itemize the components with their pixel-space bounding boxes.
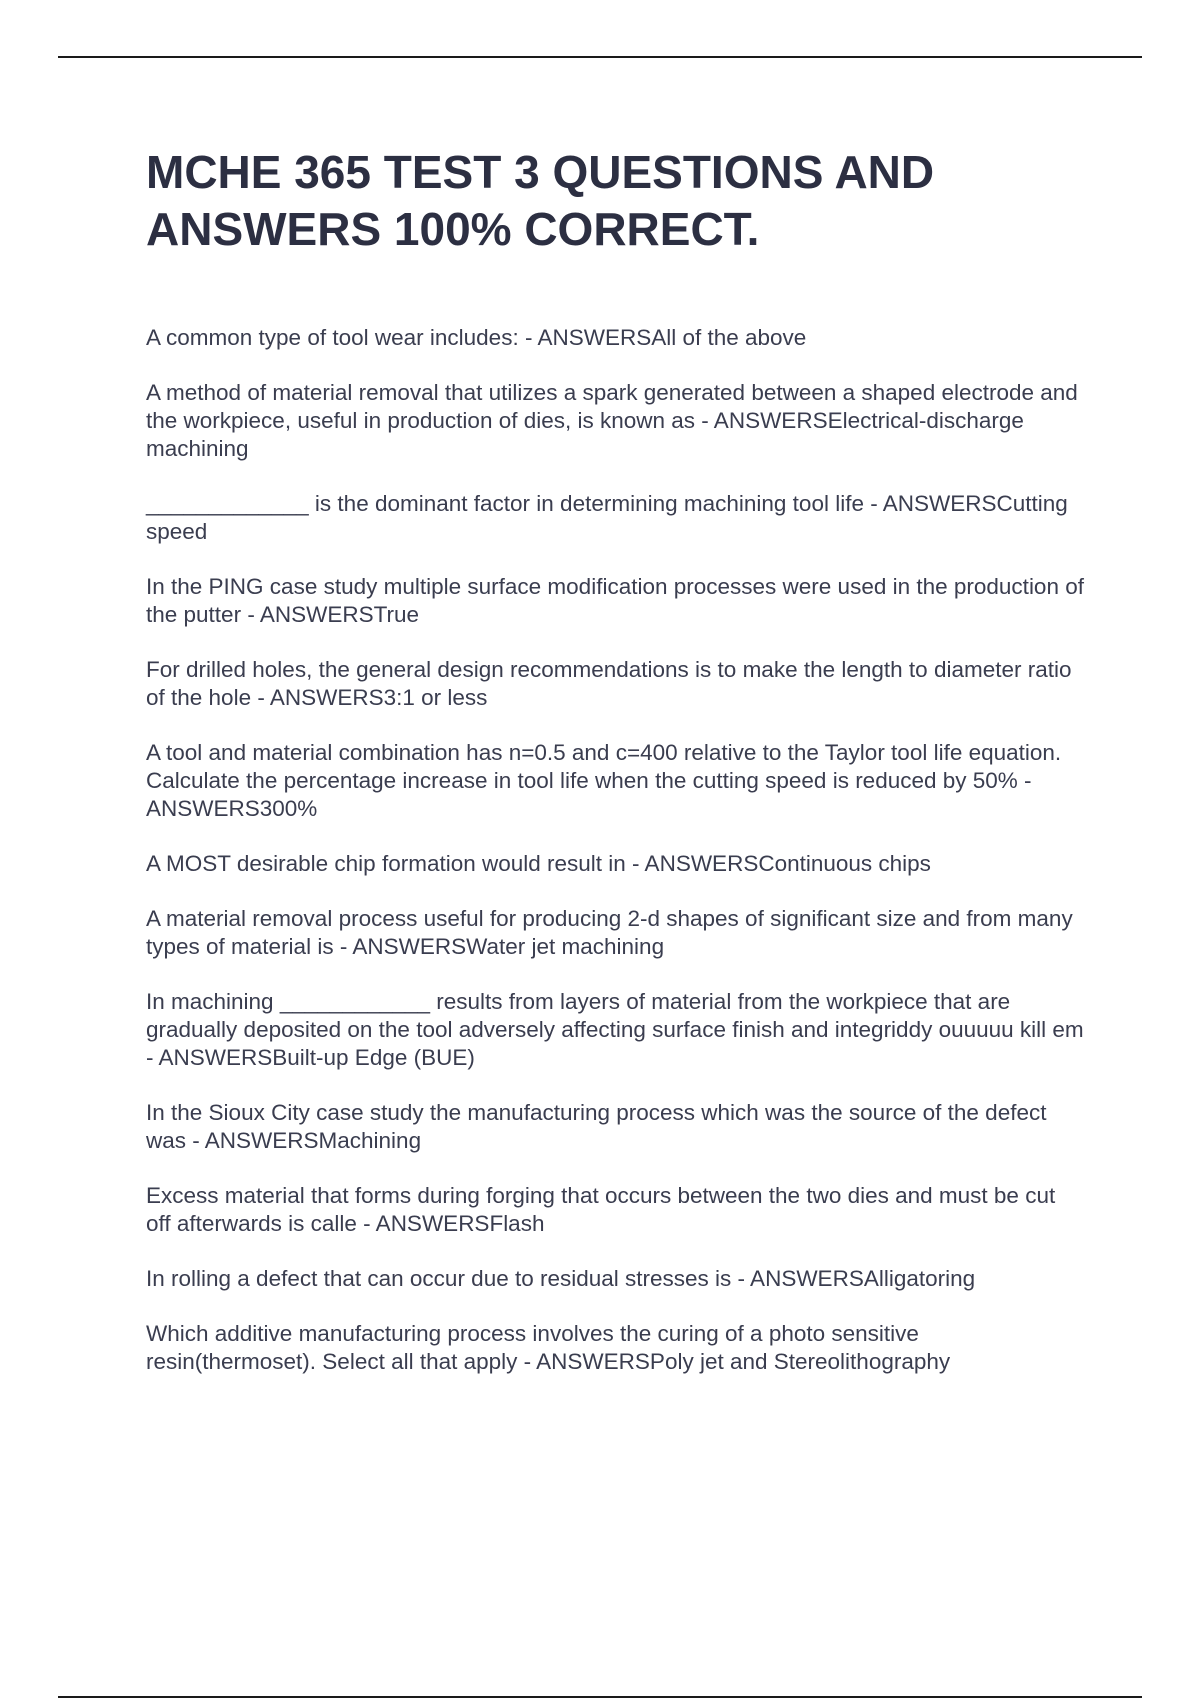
document-body [146, 144, 1086, 1403]
qa-item: Excess material that forms during forging that occurs between the two dies and must be cut off afterwards is calle - ANSWERSFlash [146, 1183, 1056, 1236]
qa-item: A tool and material combination has n=0.5 and c=400 relative to the Taylor tool life equation. Calculate the percentage increase in tool life when the cutting speed is reduced by 50% - ANSWERS300% [146, 740, 1062, 821]
qa-item: For drilled holes, the general design recommendations is to make the length to diameter ratio of the hole - ANSWERS3:1 or less [146, 657, 1072, 710]
qa-item: In the PING case study multiple surface modification processes were used in the production of the putter - ANSWERSTrue [146, 574, 1084, 627]
qa-item: Which additive manufacturing process involves the curing of a photo sensitive resin(thermoset). Select all that apply - ANSWERSPoly jet and Stereolithography [146, 1321, 951, 1374]
qa-item: A common type of tool wear includes: - ANSWERSAll of the above [146, 325, 807, 350]
top-divider [58, 56, 1142, 58]
bottom-divider [58, 1696, 1142, 1698]
qa-item: In machining ____________ results from layers of material from the workpiece that are gradually deposited on the tool adversely affecting surface finish and integriddy ouuuuu kill em - ANSWERSBuilt-up Edge (BUE) [146, 989, 1084, 1070]
qa-item: A material removal process useful for producing 2-d shapes of significant size and from many types of material is - ANSWERSWater jet machining [146, 906, 1073, 959]
qa-item: In the Sioux City case study the manufacturing process which was the source of the defect was - ANSWERSMachining [146, 1100, 1047, 1153]
document-title: MCHE 365 TEST 3 QUESTIONS AND ANSWERS 100% CORRECT. [146, 146, 935, 255]
qa-item: In rolling a defect that can occur due to residual stresses is - ANSWERSAlligatoring [146, 1266, 976, 1291]
qa-item: _____________ is the dominant factor in determining machining tool life - ANSWERSCutting speed [146, 491, 1068, 544]
qa-item: A MOST desirable chip formation would result in - ANSWERSContinuous chips [146, 851, 931, 876]
qa-list [146, 324, 1086, 1376]
qa-item: A method of material removal that utilizes a spark generated between a shaped electrode and the workpiece, useful in production of dies, is known as - ANSWERSElectrical-discharge machining [146, 380, 1078, 461]
